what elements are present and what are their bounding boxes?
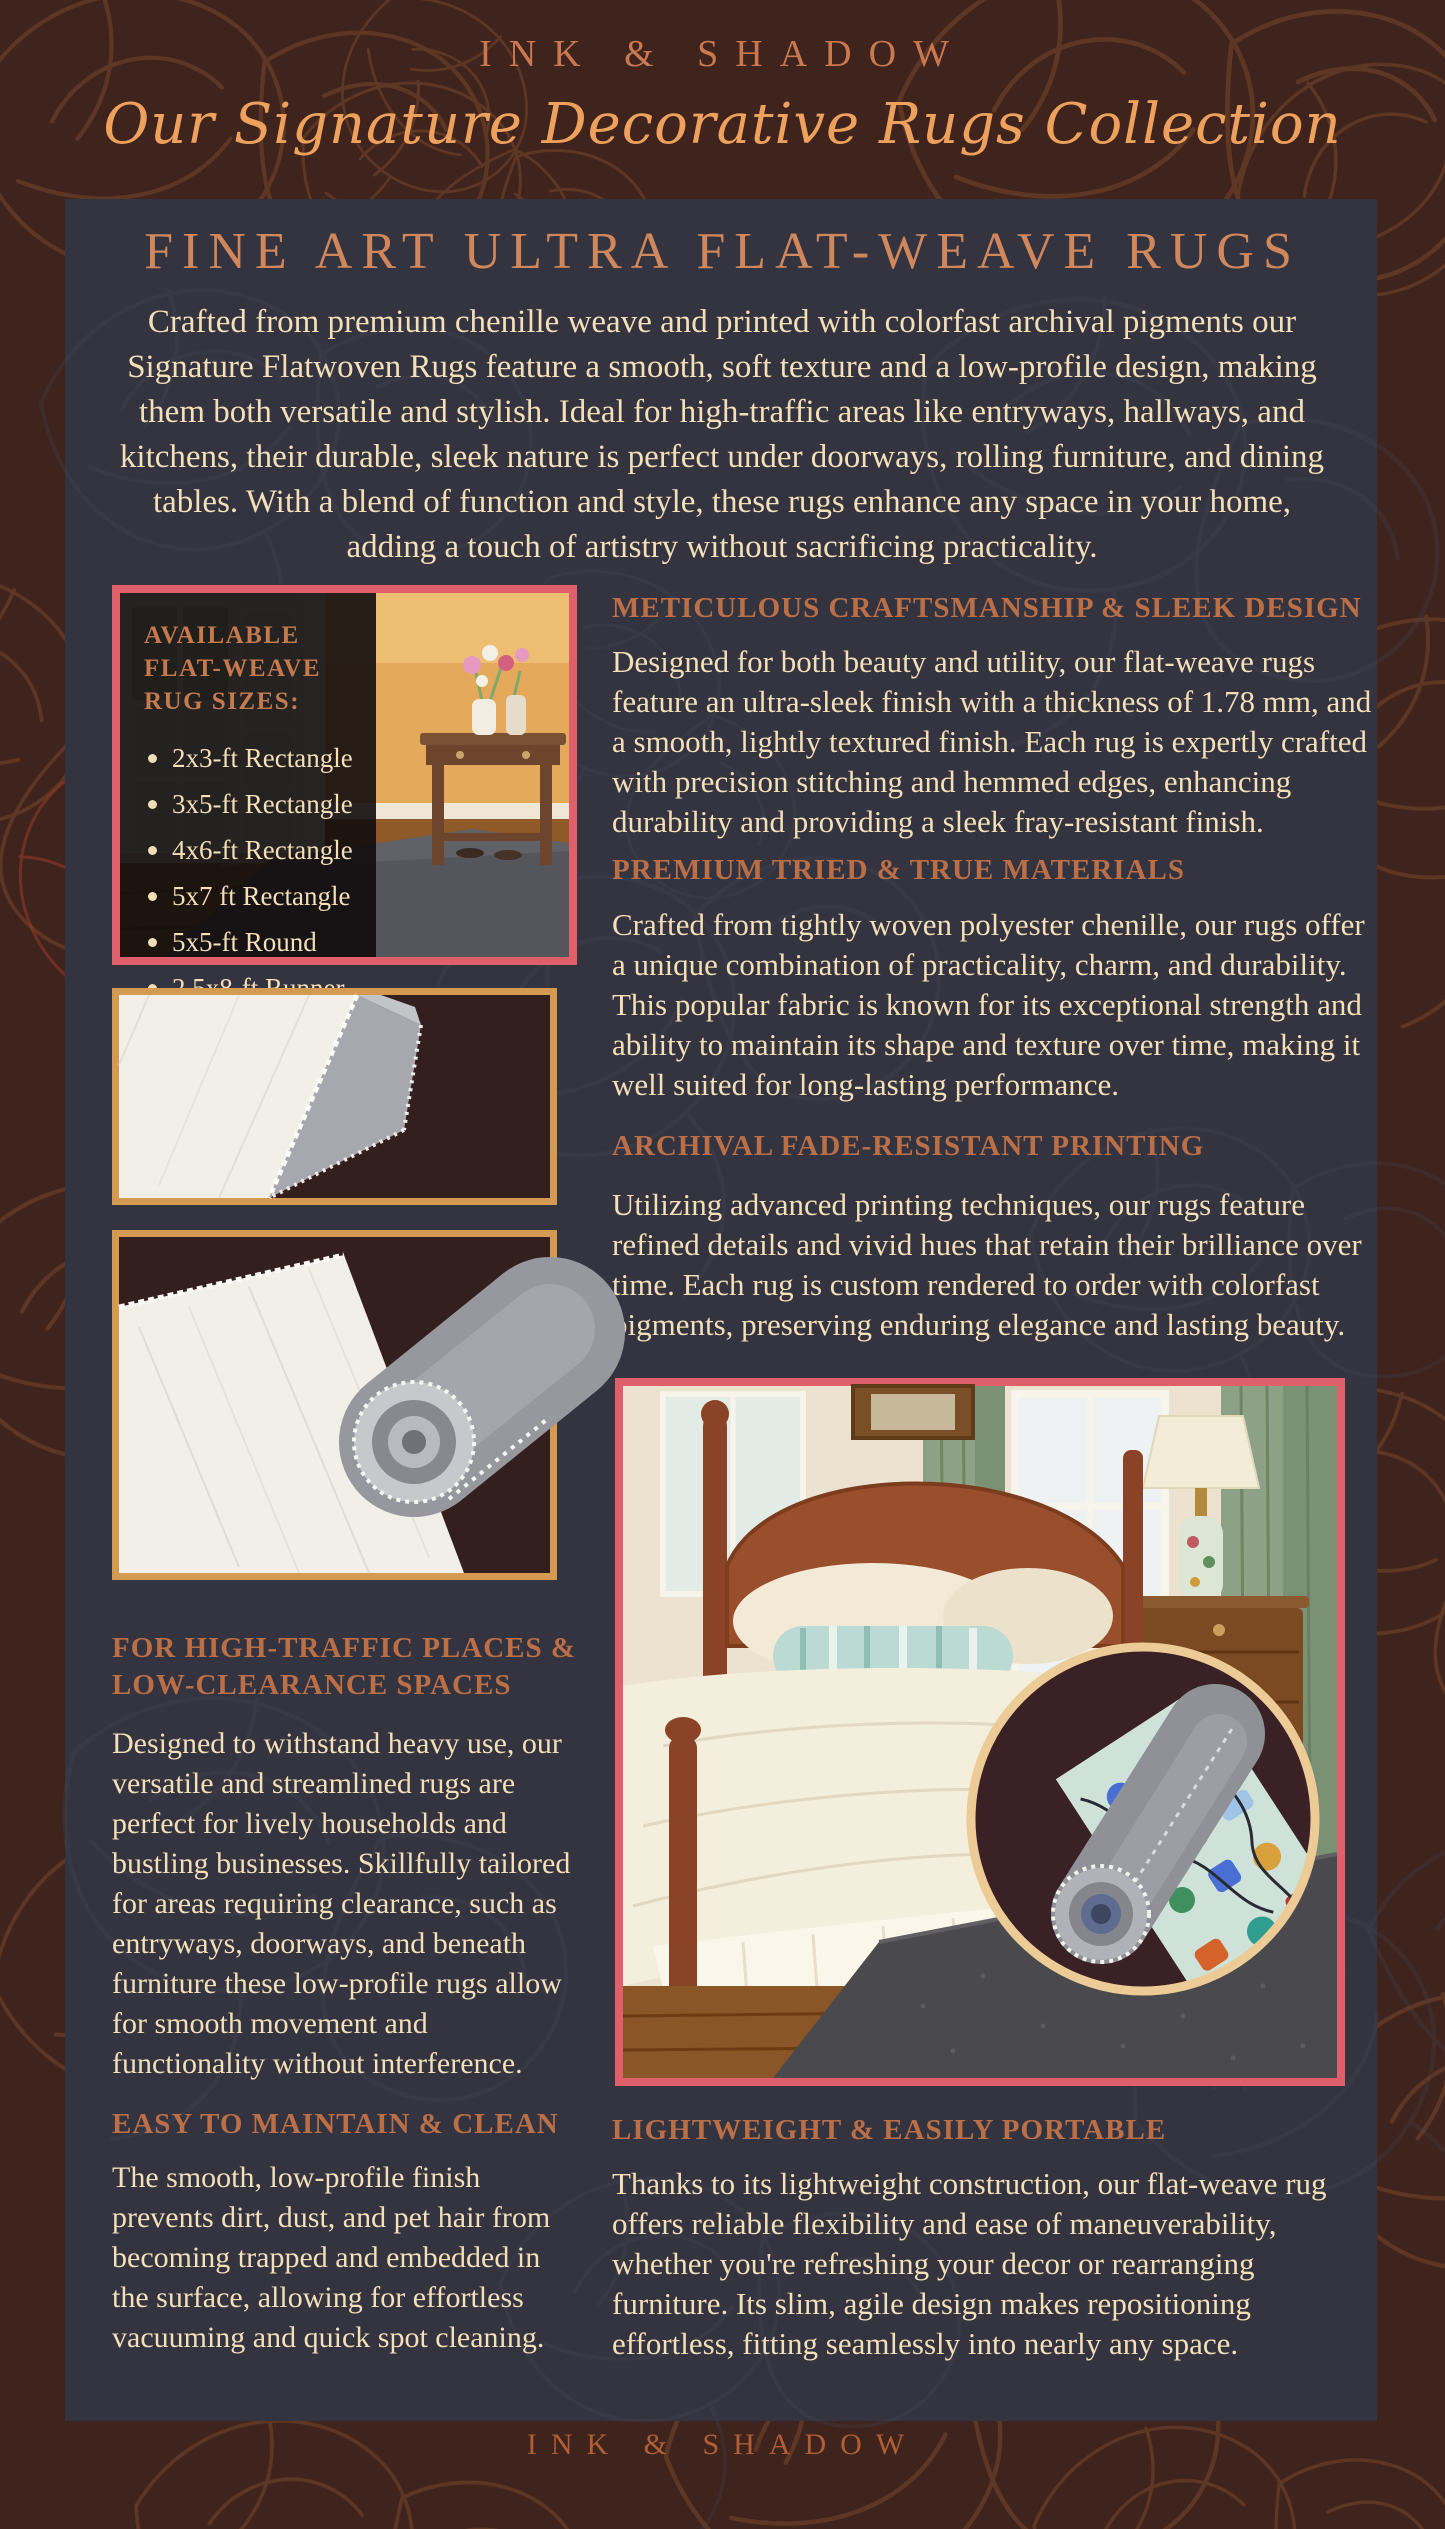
section-heading-materials: PREMIUM TRIED & TRUE MATERIALS: [612, 854, 1185, 886]
size-item-label: 3x5-ft Rectangle: [172, 789, 353, 819]
bedroom-photo: [615, 1378, 1345, 2086]
rug-rolled-photo: [112, 1230, 557, 1580]
sizes-heading: AVAILABLE FLAT-WEAVE RUG SIZES:: [144, 622, 322, 715]
size-item: [148, 788, 364, 820]
bullet-dot-icon: [148, 892, 157, 901]
sizes-list: [148, 742, 364, 1004]
section-heading-craftsmanship: METICULOUS CRAFTSMANSHIP & SLEEK DESIGN: [612, 592, 1362, 624]
brand-wordmark: INK & SHADOW: [479, 33, 966, 75]
size-item-label: 5x5-ft Round: [172, 927, 317, 957]
section-body-high-traffic: Designed to withstand heavy use, our versatile and streamlined rugs are perfect for lively households and bustling businesses. Skillfully tailored for areas requiring clearance, such as entryways, doorways, and beneath furniture these low-profile rugs allow for smooth movement and functionality without interference.: [112, 1727, 571, 2080]
section-heading-portable: LIGHTWEIGHT & EASILY PORTABLE: [612, 2114, 1167, 2146]
bullet-dot-icon: [148, 800, 157, 809]
rug-rolled-illustration: [119, 1237, 550, 1573]
page-title: FINE ART ULTRA FLAT-WEAVE RUGS: [144, 223, 1301, 280]
bullet-dot-icon: [148, 846, 157, 855]
section-body-printing: Utilizing advanced printing techniques, our rugs feature refined details and vivid hues that retain their brilliance over time. Each rug is custom rendered to order with colorfast pigments, preserving enduring elegance and lasting beauty.: [612, 1187, 1362, 1342]
section-body-materials: Crafted from tightly woven polyester chenille, our rugs offer a unique combination of practicality, charm, and durability. This popular fabric is known for its exceptional strength and ability to maintain its shape and texture over time, making it well suited for long-lasting performance.: [612, 907, 1365, 1102]
footer-brand-wordmark: INK & SHADOW: [526, 2428, 919, 2461]
sizes-overlay: [120, 593, 376, 957]
rug-corner-photo: [112, 988, 557, 1205]
section-body-maintain: The smooth, low-profile finish prevents dirt, dust, and pet hair from becoming trapped and embedded in the surface, allowing for effortless vacuuming and quick spot cleaning.: [112, 2161, 551, 2354]
section-body-craftsmanship: Designed for both beauty and utility, our flat-weave rugs feature an ultra-sleek finish with a thickness of 1.78 mm, and a smooth, lightly textured finish. Each rug is expertly crafted with precision stitching and hemmed edges, enhancing durability and providing a sleek fray-resistant finish.: [612, 644, 1372, 839]
section-heading-high-traffic: FOR HIGH-TRAFFIC PLACES & LOW-CLEARANCE SPACES: [112, 1632, 577, 1701]
size-item: [148, 834, 364, 866]
section-heading-printing: ARCHIVAL FADE-RESISTANT PRINTING: [612, 1130, 1205, 1162]
bullet-dot-icon: [148, 938, 157, 947]
size-item: [148, 926, 364, 958]
bullet-dot-icon: [148, 754, 157, 763]
size-item: [148, 742, 364, 774]
brand-tagline: Our Signature Decorative Rugs Collection: [103, 92, 1342, 157]
size-item-label: 2x3-ft Rectangle: [172, 743, 353, 773]
section-heading-maintain: EASY TO MAINTAIN & CLEAN: [112, 2108, 559, 2140]
section-body-portable: Thanks to its lightweight construction, our flat-weave rug offers reliable flexibility and ease of maneuverability, whether you're refreshing your decor or rearranging furniture. Its slim, agile design makes repositioning effortless, fitting seamlessly into nearly any space.: [612, 2166, 1327, 2361]
bedroom-illustration: [623, 1386, 1337, 2078]
sizes-box: [112, 585, 577, 965]
size-item: [148, 880, 364, 912]
intro-paragraph: Crafted from premium chenille weave and printed with colorfast archival pigments our Signature Flatwoven Rugs feature a smooth, soft texture and a low-profile design, making them both versatile and stylish. Ideal for high-traffic areas like entryways, hallways, and kitchens, their durable, sleek nature is perfect under doorways, rolling furniture, and dining tables. With a blend of function and style, these rugs enhance any space in your home, adding a touch of artistry without sacrificing practicality.: [119, 304, 1325, 565]
size-item-label: 4x6-ft Rectangle: [172, 835, 353, 865]
rug-corner-illustration: [119, 995, 550, 1198]
size-item-label: 5x7 ft Rectangle: [172, 881, 351, 911]
